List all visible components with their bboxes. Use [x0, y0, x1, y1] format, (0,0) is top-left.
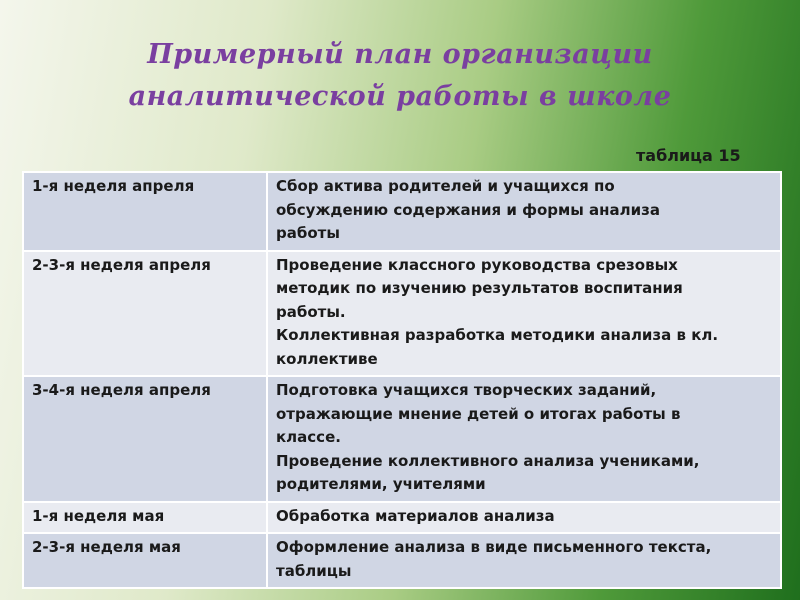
- activity-line: Обработка материалов анализа: [276, 506, 555, 525]
- activity-line: Подготовка учащихся творческих заданий,: [276, 381, 657, 399]
- activity-line: методик по изучению результатов воспитания: [276, 279, 683, 297]
- title-line-2: аналитической работы в школе: [128, 81, 672, 112]
- table-label: таблица 15: [636, 146, 741, 165]
- activity-line: Коллективная разработка методики анализа в кл.: [276, 326, 719, 344]
- activity-line: работы: [276, 224, 340, 242]
- activity-line: работы.: [276, 302, 346, 321]
- activity-line: обсуждению содержания и формы анализа: [276, 200, 660, 219]
- activity-line: Проведение классного руководства срезовых: [276, 255, 678, 274]
- activity-cell: [267, 251, 781, 377]
- activity-line: коллективе: [276, 349, 378, 368]
- plan-table: [22, 171, 782, 589]
- week-cell: 2-3-я неделя апреля: [23, 251, 267, 377]
- week-cell: 3-4-я неделя апреля: [23, 376, 267, 502]
- activity-line: Проведение коллективного анализа учениками,: [276, 451, 700, 470]
- activity-line: родителями, учителями: [276, 475, 486, 493]
- activity-line: таблицы: [276, 561, 352, 580]
- week-cell: 1-я неделя апреля: [23, 172, 267, 251]
- table-row: [23, 376, 781, 502]
- table-row: [23, 251, 781, 377]
- activity-cell: [267, 502, 781, 534]
- activity-line: отражающие мнение детей о итогах работы в: [276, 404, 681, 423]
- table-row: [23, 502, 781, 534]
- activity-line: Сбор актива родителей и учащихся по: [276, 177, 615, 195]
- title-line-1: Примерный план организации: [147, 39, 653, 70]
- activity-line: Оформление анализа в виде письменного текста,: [276, 538, 712, 556]
- table-row: [23, 533, 781, 588]
- activity-cell: [267, 376, 781, 502]
- week-cell: 1-я неделя мая: [23, 502, 267, 534]
- activity-cell: [267, 172, 781, 251]
- slide-title: [0, 34, 800, 118]
- week-cell: 2-3-я неделя мая: [23, 533, 267, 588]
- table-row: [23, 172, 781, 251]
- activity-line: классе.: [276, 428, 341, 446]
- activity-cell: [267, 533, 781, 588]
